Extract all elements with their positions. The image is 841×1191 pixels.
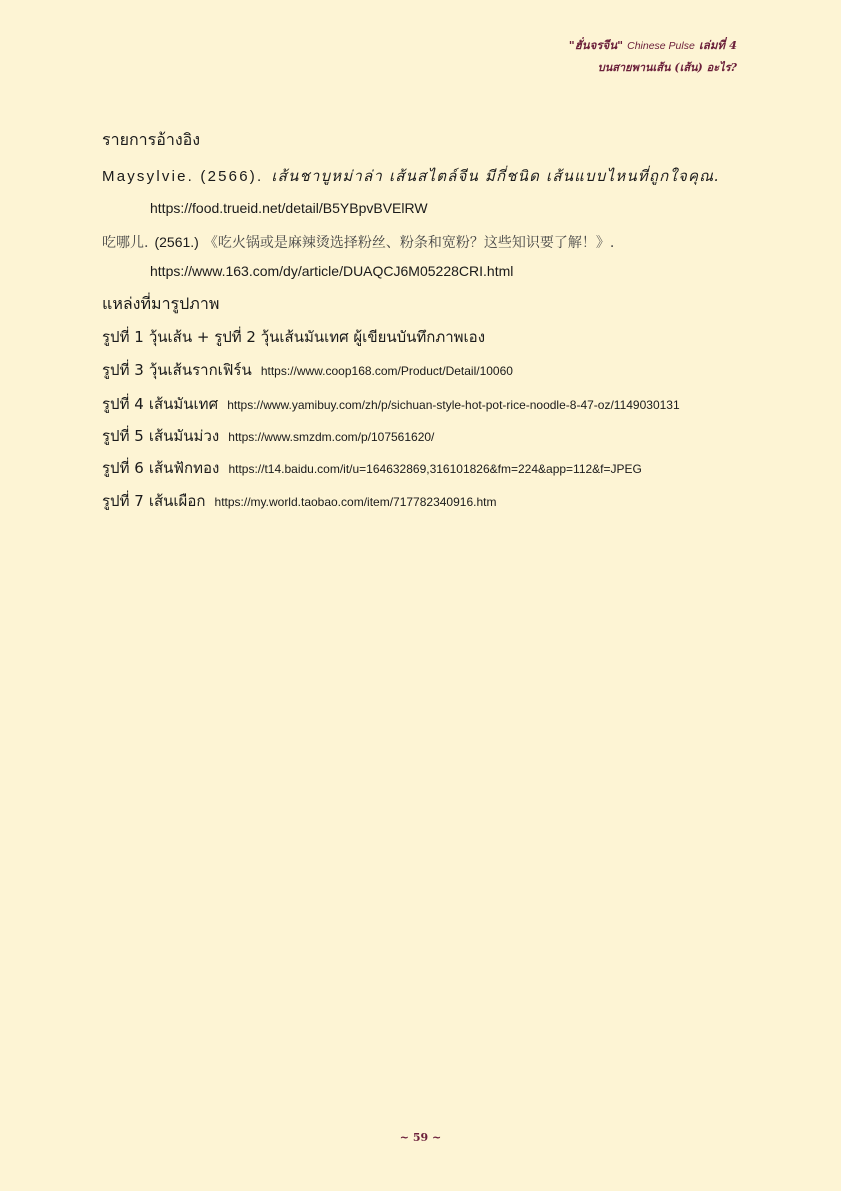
- header-volume: เล่มที่ 4: [698, 38, 737, 52]
- reference-2-year: (2561.): [154, 234, 199, 250]
- source-item: [102, 489, 496, 513]
- source-item: [102, 325, 485, 349]
- source-label: รูปที่ 6: [102, 459, 144, 477]
- reference-1: [102, 164, 720, 188]
- source-item: [102, 392, 680, 416]
- source-url[interactable]: https://t14.baidu.com/it/u=164632869,316101826&fm=224&app=112&f=JPEG: [228, 462, 642, 476]
- source-url[interactable]: https://my.world.taobao.com/item/717782340916.htm: [214, 495, 497, 509]
- source-url[interactable]: https://www.coop168.com/Product/Detail/10060: [260, 364, 513, 378]
- source-desc: เส้นเผือก: [148, 492, 206, 510]
- reference-2-author: 吃哪儿.: [102, 235, 149, 251]
- source-item: [102, 358, 513, 382]
- reference-2-title: 《吃火锅或是麻辣烫选择粉丝、粉条和宽粉？这些知识要了解！》.: [203, 235, 615, 251]
- reference-2-url[interactable]: https://www.163.com/dy/article/DUAQCJ6M05228CRI.html: [150, 263, 514, 279]
- source-desc: เส้นมันม่วง: [148, 427, 220, 445]
- running-header: [569, 36, 737, 77]
- header-series-thai: "ฮั่นจรจีน": [568, 38, 624, 52]
- source-desc: เส้นฟักทอง: [148, 459, 220, 477]
- header-series: [569, 36, 737, 55]
- source-desc: วุ้นเส้นรากเฟิร์น: [148, 361, 252, 379]
- source-url[interactable]: https://www.yamibuy.com/zh/p/sichuan-style-hot-pot-rice-noodle-8-47-oz/1149030131: [227, 398, 680, 412]
- source-label: รูปที่ 5: [102, 427, 144, 445]
- sources-heading: แหล่งที่มารูปภาพ: [102, 294, 220, 313]
- source-label: รูปที่ 4: [102, 395, 144, 413]
- source-label: รูปที่ 1: [102, 328, 144, 346]
- reference-2: [102, 232, 614, 252]
- references-heading: รายการอ้างอิง: [102, 130, 201, 149]
- source-url[interactable]: https://www.smzdm.com/p/107561620/: [228, 430, 435, 444]
- page-number: ~ 59 ~: [399, 1131, 442, 1144]
- source-desc: เส้นมันเทศ: [148, 395, 219, 413]
- source-label: รูปที่ 3: [102, 361, 144, 379]
- header-subtitle: บนสายพานเส้น (เส้น) อะไร?: [597, 61, 737, 74]
- source-item: [102, 424, 434, 448]
- source-desc: วุ้นเส้น + รูปที่ 2 วุ้นเส้นมันเทศ ผู้เขียนบันทึกภาพเอง: [148, 328, 486, 346]
- header-series-en: Chinese Pulse: [627, 40, 695, 52]
- source-label: รูปที่ 7: [102, 492, 144, 510]
- source-item: [102, 456, 642, 480]
- reference-1-title: เส้นชาบูหม่าล่า เส้นสไตล์จีน มีกี่ชนิด เส้นแบบไหนที่ถูกใจคุณ.: [271, 167, 721, 185]
- reference-1-author: Maysylvie. (2566).: [102, 168, 264, 185]
- reference-1-url[interactable]: https://food.trueid.net/detail/B5YBpvBVElRW: [150, 200, 428, 216]
